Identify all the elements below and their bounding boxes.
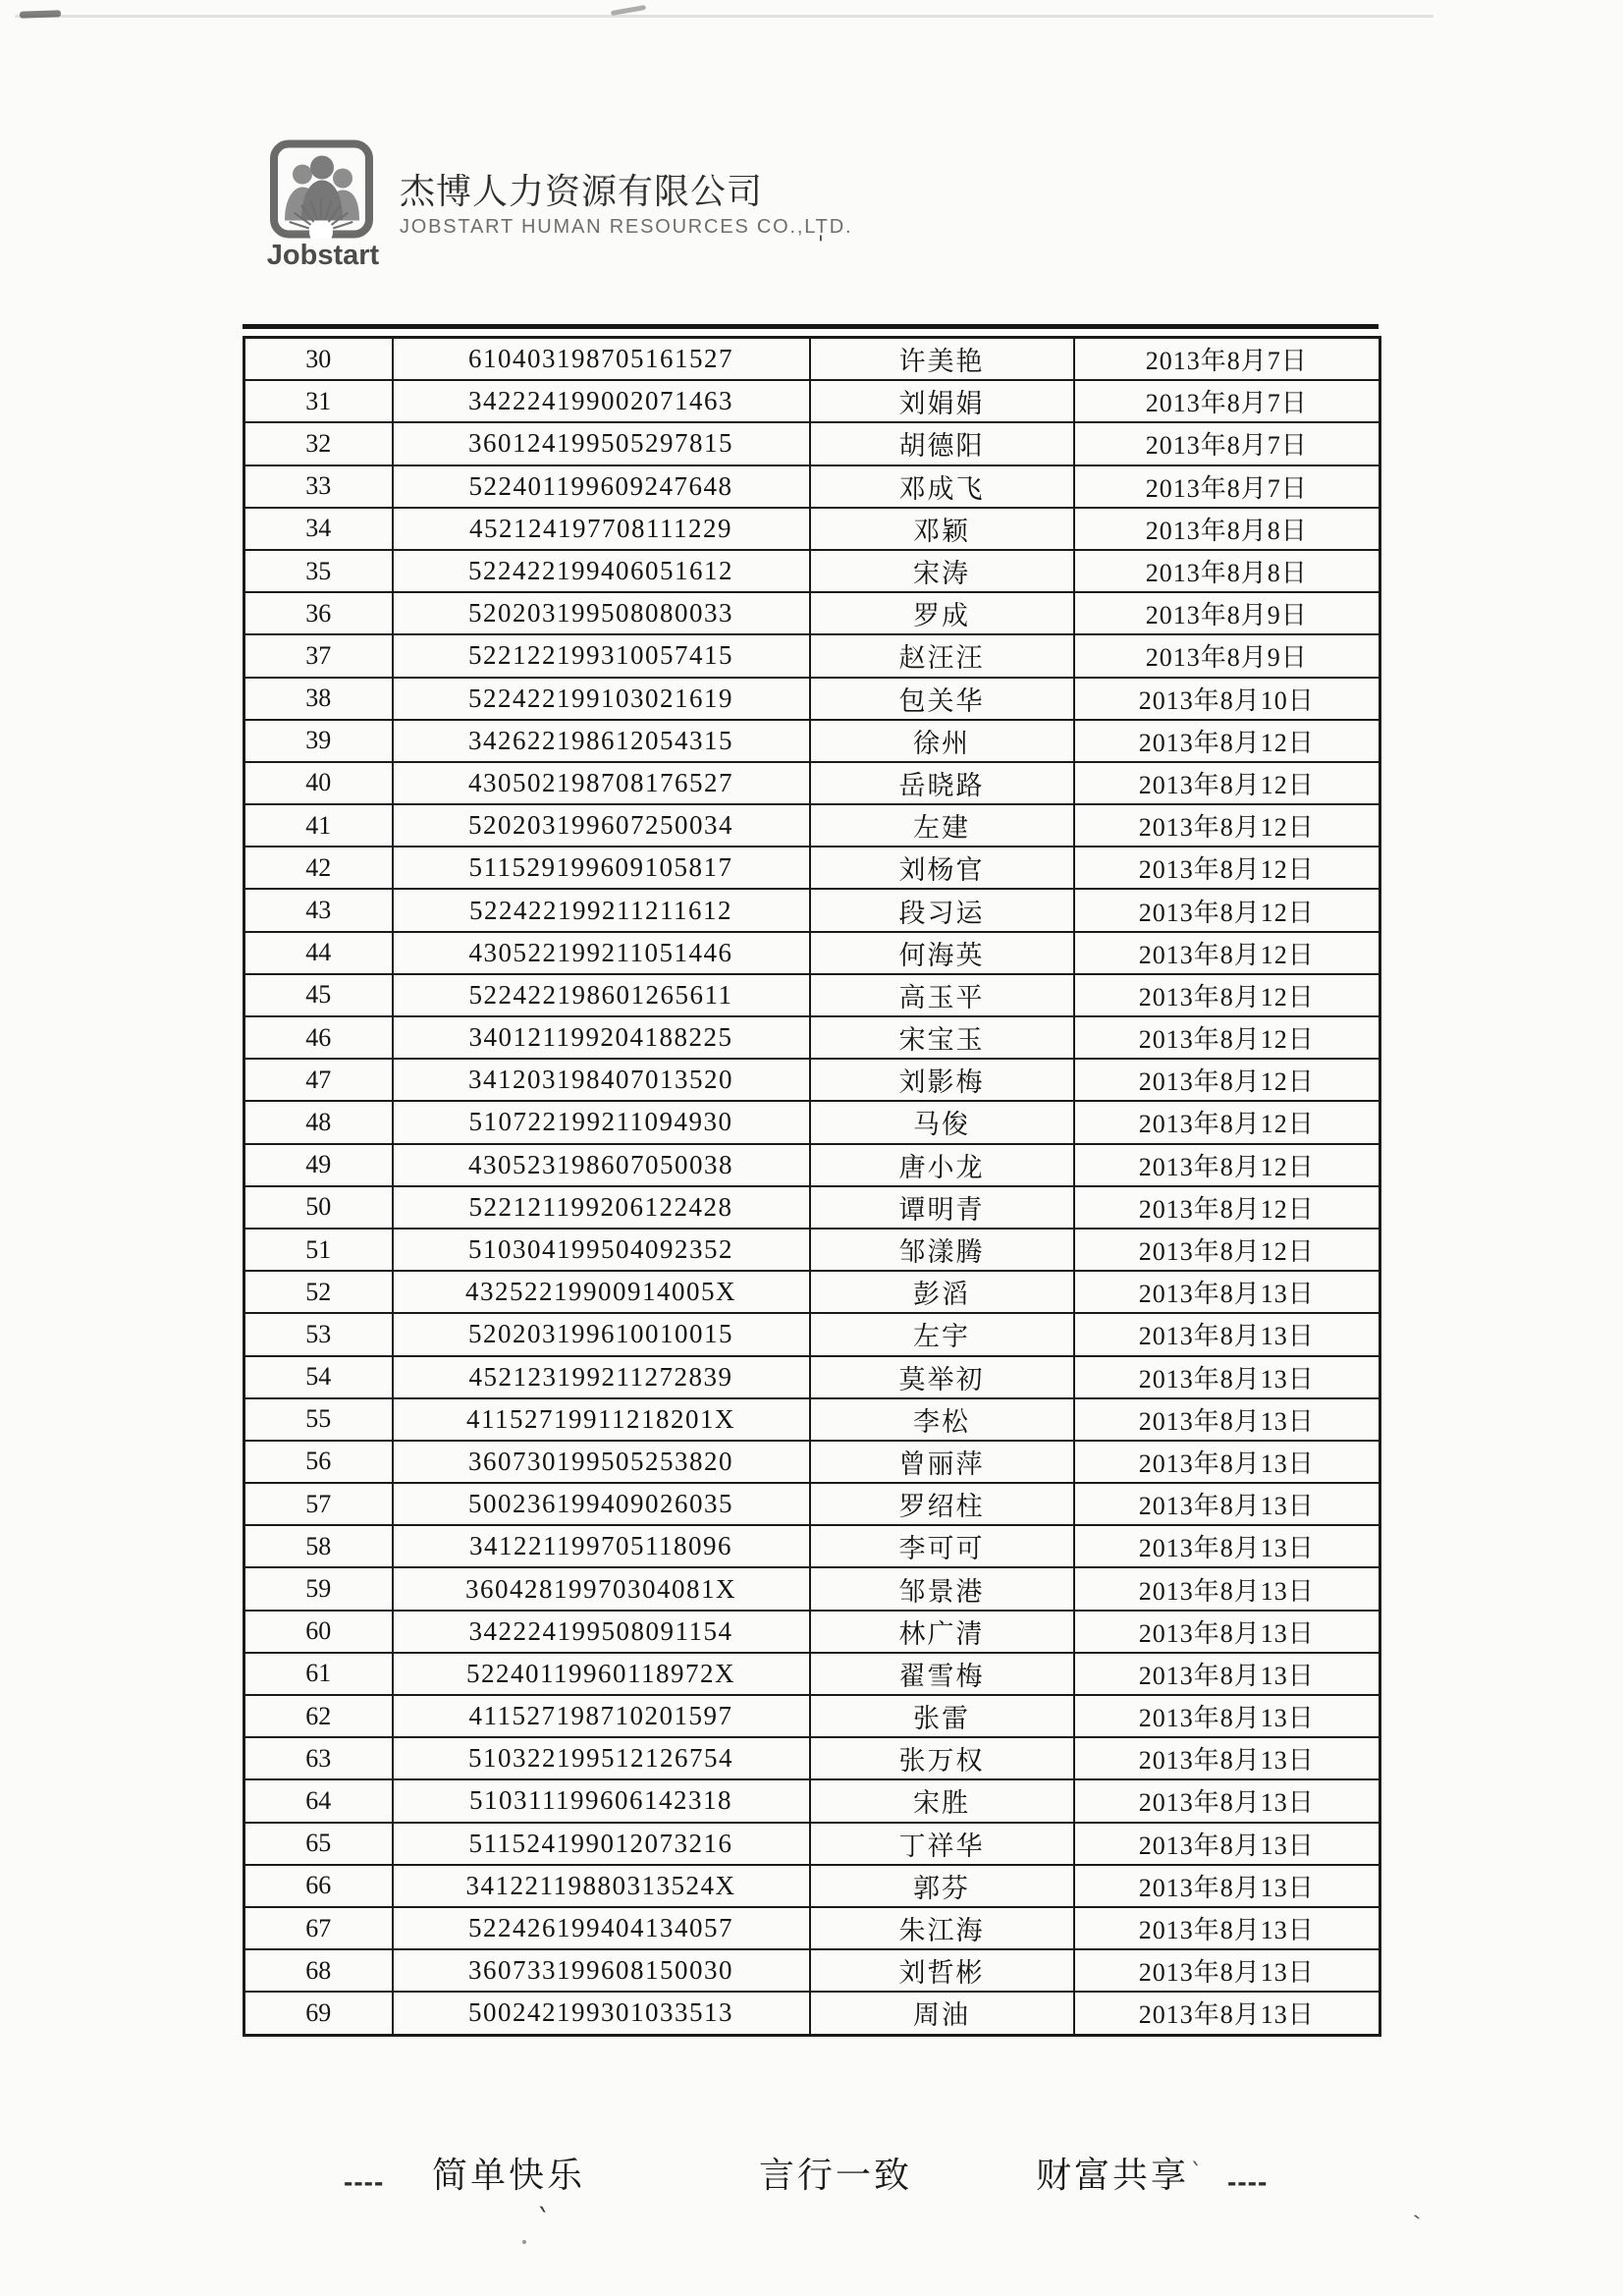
cell-date: 2013年8月13日 xyxy=(1074,1992,1380,2035)
cell-name: 邓颖 xyxy=(810,508,1074,550)
cell-date: 2013年8月7日 xyxy=(1074,465,1380,508)
table-row xyxy=(244,1611,1380,1653)
cell-no: 42 xyxy=(244,847,393,889)
cell-id-number: 341203198407013520 xyxy=(393,1059,810,1101)
cell-date: 2013年8月13日 xyxy=(1074,1653,1380,1695)
cell-no: 61 xyxy=(244,1653,393,1695)
cell-name: 左宇 xyxy=(810,1313,1074,1355)
table-row xyxy=(244,1949,1380,1992)
cell-date: 2013年8月13日 xyxy=(1074,1271,1380,1313)
cell-id-number: 430522199211051446 xyxy=(393,932,810,974)
cell-id-number: 52240119960118972X xyxy=(393,1653,810,1695)
cell-date: 2013年8月13日 xyxy=(1074,1313,1380,1355)
cell-id-number: 411527198710201597 xyxy=(393,1695,810,1737)
cell-id-number: 510322199512126754 xyxy=(393,1737,810,1779)
cell-no: 48 xyxy=(244,1101,393,1143)
cell-id-number: 510722199211094930 xyxy=(393,1101,810,1143)
cell-id-number: 43252219900914005X xyxy=(393,1271,810,1313)
cell-id-number: 510304199504092352 xyxy=(393,1229,810,1271)
cell-date: 2013年8月13日 xyxy=(1074,1737,1380,1779)
cell-name: 宋涛 xyxy=(810,550,1074,592)
cell-date: 2013年8月13日 xyxy=(1074,1567,1380,1610)
cell-date: 2013年8月13日 xyxy=(1074,1525,1380,1567)
scan-mark: ` xyxy=(1411,2211,1429,2240)
cell-id-number: 41152719911218201X xyxy=(393,1398,810,1441)
table-row xyxy=(244,847,1380,889)
cell-name: 赵汪汪 xyxy=(810,634,1074,677)
table-row xyxy=(244,1525,1380,1567)
cell-date: 2013年8月12日 xyxy=(1074,889,1380,931)
cell-no: 55 xyxy=(244,1398,393,1441)
cell-date: 2013年8月7日 xyxy=(1074,422,1380,465)
header-divider xyxy=(243,324,1379,329)
scan-mark: ' xyxy=(818,232,824,255)
cell-no: 54 xyxy=(244,1356,393,1398)
cell-name: 邹景港 xyxy=(810,1567,1074,1610)
company-name-en: JOBSTART HUMAN RESOURCES CO.,LTD. xyxy=(400,216,853,238)
cell-id-number: 34122119880313524X xyxy=(393,1865,810,1907)
cell-name: 罗绍柱 xyxy=(810,1483,1074,1525)
table-row xyxy=(244,1059,1380,1101)
cell-date: 2013年8月12日 xyxy=(1074,1186,1380,1229)
table-row xyxy=(244,1907,1380,1949)
scan-mark xyxy=(20,10,61,18)
cell-name: 宋胜 xyxy=(810,1779,1074,1822)
table-row xyxy=(244,465,1380,508)
cell-id-number: 522422199103021619 xyxy=(393,678,810,720)
cell-date: 2013年8月13日 xyxy=(1074,1611,1380,1653)
cell-id-number: 522422199211211612 xyxy=(393,889,810,931)
cell-id-number: 500236199409026035 xyxy=(393,1483,810,1525)
cell-date: 2013年8月8日 xyxy=(1074,550,1380,592)
table-row xyxy=(244,1186,1380,1229)
cell-date: 2013年8月13日 xyxy=(1074,1441,1380,1483)
cell-date: 2013年8月13日 xyxy=(1074,1865,1380,1907)
footer-slogan-1: 简单快乐 xyxy=(432,2156,586,2195)
cell-date: 2013年8月13日 xyxy=(1074,1695,1380,1737)
table-row xyxy=(244,1016,1380,1059)
cell-name: 翟雪梅 xyxy=(810,1653,1074,1695)
cell-no: 46 xyxy=(244,1016,393,1059)
cell-no: 64 xyxy=(244,1779,393,1822)
cell-no: 33 xyxy=(244,465,393,508)
cell-no: 67 xyxy=(244,1907,393,1949)
table-row xyxy=(244,550,1380,592)
cell-id-number: 430502198708176527 xyxy=(393,762,810,804)
cell-date: 2013年8月12日 xyxy=(1074,1059,1380,1101)
cell-id-number: 522426199404134057 xyxy=(393,1907,810,1949)
cell-no: 31 xyxy=(244,380,393,422)
cell-name: 何海英 xyxy=(810,932,1074,974)
cell-date: 2013年8月13日 xyxy=(1074,1823,1380,1865)
cell-date: 2013年8月13日 xyxy=(1074,1907,1380,1949)
cell-no: 41 xyxy=(244,804,393,847)
cell-no: 38 xyxy=(244,678,393,720)
cell-no: 58 xyxy=(244,1525,393,1567)
table-row xyxy=(244,1441,1380,1483)
cell-no: 69 xyxy=(244,1992,393,2035)
cell-no: 43 xyxy=(244,889,393,931)
cell-no: 40 xyxy=(244,762,393,804)
cell-date: 2013年8月9日 xyxy=(1074,634,1380,677)
table-row xyxy=(244,762,1380,804)
cell-name: 朱江海 xyxy=(810,1907,1074,1949)
cell-date: 2013年8月12日 xyxy=(1074,932,1380,974)
table-row xyxy=(244,1229,1380,1271)
cell-name: 段习运 xyxy=(810,889,1074,931)
table-row xyxy=(244,720,1380,762)
cell-id-number: 341221199705118096 xyxy=(393,1525,810,1567)
company-name-zh: 杰博人力资源有限公司 xyxy=(400,172,764,211)
table-row xyxy=(244,932,1380,974)
cell-id-number: 522121199206122428 xyxy=(393,1186,810,1229)
table-row xyxy=(244,1992,1380,2035)
cell-id-number: 360733199608150030 xyxy=(393,1949,810,1992)
cell-no: 35 xyxy=(244,550,393,592)
cell-name: 胡德阳 xyxy=(810,422,1074,465)
cell-date: 2013年8月12日 xyxy=(1074,804,1380,847)
footer-dash-right: ---- xyxy=(1227,2166,1269,2197)
cell-date: 2013年8月12日 xyxy=(1074,1016,1380,1059)
cell-date: 2013年8月12日 xyxy=(1074,762,1380,804)
cell-id-number: 522422198601265611 xyxy=(393,974,810,1016)
cell-name: 包关华 xyxy=(810,678,1074,720)
cell-no: 57 xyxy=(244,1483,393,1525)
table-row xyxy=(244,889,1380,931)
table-row xyxy=(244,804,1380,847)
cell-name: 邹漾腾 xyxy=(810,1229,1074,1271)
table-row xyxy=(244,592,1380,634)
scan-mark: ` xyxy=(532,2203,553,2239)
cell-date: 2013年8月12日 xyxy=(1074,1144,1380,1186)
cell-name: 张雷 xyxy=(810,1695,1074,1737)
cell-id-number: 36042819970304081X xyxy=(393,1567,810,1610)
cell-no: 56 xyxy=(244,1441,393,1483)
cell-id-number: 610403198705161527 xyxy=(393,338,810,381)
people-sunrise-logo-icon xyxy=(270,139,373,239)
table-row xyxy=(244,1144,1380,1186)
cell-name: 唐小龙 xyxy=(810,1144,1074,1186)
table-row xyxy=(244,508,1380,550)
cell-id-number: 500242199301033513 xyxy=(393,1992,810,2035)
cell-date: 2013年8月7日 xyxy=(1074,338,1380,381)
cell-no: 53 xyxy=(244,1313,393,1355)
scan-mark xyxy=(522,2240,526,2244)
cell-id-number: 452124197708111229 xyxy=(393,508,810,550)
cell-no: 65 xyxy=(244,1823,393,1865)
cell-id-number: 452123199211272839 xyxy=(393,1356,810,1398)
table-row xyxy=(244,1101,1380,1143)
cell-no: 36 xyxy=(244,592,393,634)
cell-id-number: 342224199002071463 xyxy=(393,380,810,422)
cell-id-number: 522422199406051612 xyxy=(393,550,810,592)
cell-name: 刘杨官 xyxy=(810,847,1074,889)
scan-mark: ` xyxy=(1189,2158,1203,2187)
cell-date: 2013年8月12日 xyxy=(1074,1101,1380,1143)
cell-no: 45 xyxy=(244,974,393,1016)
cell-no: 49 xyxy=(244,1144,393,1186)
cell-id-number: 510311199606142318 xyxy=(393,1779,810,1822)
cell-no: 62 xyxy=(244,1695,393,1737)
table-row xyxy=(244,1483,1380,1525)
cell-no: 68 xyxy=(244,1949,393,1992)
footer-slogan-3: 财富共享 xyxy=(1036,2156,1190,2195)
cell-id-number: 360730199505253820 xyxy=(393,1441,810,1483)
cell-no: 63 xyxy=(244,1737,393,1779)
cell-name: 张万权 xyxy=(810,1737,1074,1779)
footer-dash-left: ---- xyxy=(344,2166,385,2197)
table-row xyxy=(244,678,1380,720)
cell-no: 30 xyxy=(244,338,393,381)
cell-id-number: 360124199505297815 xyxy=(393,422,810,465)
roster-table-body xyxy=(244,338,1380,2036)
cell-name: 李可可 xyxy=(810,1525,1074,1567)
roster-table xyxy=(243,336,1381,2037)
table-row xyxy=(244,380,1380,422)
cell-id-number: 522122199310057415 xyxy=(393,634,810,677)
cell-id-number: 511524199012073216 xyxy=(393,1823,810,1865)
cell-id-number: 520203199610010015 xyxy=(393,1313,810,1355)
cell-date: 2013年8月12日 xyxy=(1074,1229,1380,1271)
table-row xyxy=(244,1823,1380,1865)
cell-name: 彭滔 xyxy=(810,1271,1074,1313)
cell-name: 刘哲彬 xyxy=(810,1949,1074,1992)
table-row xyxy=(244,1779,1380,1822)
cell-id-number: 430523198607050038 xyxy=(393,1144,810,1186)
table-row xyxy=(244,422,1380,465)
table-row xyxy=(244,1271,1380,1313)
table-row xyxy=(244,974,1380,1016)
table-row xyxy=(244,634,1380,677)
cell-name: 罗成 xyxy=(810,592,1074,634)
cell-date: 2013年8月9日 xyxy=(1074,592,1380,634)
table-row xyxy=(244,1865,1380,1907)
cell-no: 59 xyxy=(244,1567,393,1610)
cell-name: 莫举初 xyxy=(810,1356,1074,1398)
cell-name: 徐州 xyxy=(810,720,1074,762)
cell-id-number: 342224199508091154 xyxy=(393,1611,810,1653)
cell-name: 岳晓路 xyxy=(810,762,1074,804)
table-row xyxy=(244,1567,1380,1610)
cell-id-number: 340121199204188225 xyxy=(393,1016,810,1059)
cell-date: 2013年8月13日 xyxy=(1074,1398,1380,1441)
cell-date: 2013年8月13日 xyxy=(1074,1779,1380,1822)
cell-no: 47 xyxy=(244,1059,393,1101)
cell-no: 39 xyxy=(244,720,393,762)
cell-date: 2013年8月13日 xyxy=(1074,1949,1380,1992)
table-row xyxy=(244,1695,1380,1737)
cell-no: 32 xyxy=(244,422,393,465)
footer-slogan-2: 言行一致 xyxy=(759,2156,913,2195)
cell-no: 66 xyxy=(244,1865,393,1907)
cell-no: 51 xyxy=(244,1229,393,1271)
cell-name: 宋宝玉 xyxy=(810,1016,1074,1059)
cell-id-number: 520203199607250034 xyxy=(393,804,810,847)
cell-date: 2013年8月12日 xyxy=(1074,847,1380,889)
cell-date: 2013年8月13日 xyxy=(1074,1356,1380,1398)
cell-name: 谭明青 xyxy=(810,1186,1074,1229)
cell-name: 周油 xyxy=(810,1992,1074,2035)
cell-date: 2013年8月8日 xyxy=(1074,508,1380,550)
cell-name: 曾丽萍 xyxy=(810,1441,1074,1483)
table-row xyxy=(244,1737,1380,1779)
cell-name: 丁祥华 xyxy=(810,1823,1074,1865)
cell-no: 34 xyxy=(244,508,393,550)
cell-name: 刘影梅 xyxy=(810,1059,1074,1101)
cell-date: 2013年8月10日 xyxy=(1074,678,1380,720)
cell-name: 马俊 xyxy=(810,1101,1074,1143)
cell-name: 高玉平 xyxy=(810,974,1074,1016)
cell-name: 许美艳 xyxy=(810,338,1074,381)
brand-wordmark: Jobstart xyxy=(266,240,380,271)
cell-name: 邓成飞 xyxy=(810,465,1074,508)
jobstart-logo xyxy=(270,139,373,239)
cell-no: 60 xyxy=(244,1611,393,1653)
cell-no: 52 xyxy=(244,1271,393,1313)
cell-no: 50 xyxy=(244,1186,393,1229)
cell-id-number: 522401199609247648 xyxy=(393,465,810,508)
table-row xyxy=(244,1313,1380,1355)
table-row xyxy=(244,1356,1380,1398)
cell-name: 郭芬 xyxy=(810,1865,1074,1907)
cell-date: 2013年8月12日 xyxy=(1074,974,1380,1016)
table-row xyxy=(244,1653,1380,1695)
scan-streak xyxy=(15,15,1434,18)
cell-name: 李松 xyxy=(810,1398,1074,1441)
cell-no: 37 xyxy=(244,634,393,677)
cell-id-number: 342622198612054315 xyxy=(393,720,810,762)
cell-name: 刘娟娟 xyxy=(810,380,1074,422)
cell-date: 2013年8月12日 xyxy=(1074,720,1380,762)
table-row xyxy=(244,1398,1380,1441)
cell-name: 左建 xyxy=(810,804,1074,847)
cell-date: 2013年8月13日 xyxy=(1074,1483,1380,1525)
cell-no: 44 xyxy=(244,932,393,974)
cell-date: 2013年8月7日 xyxy=(1074,380,1380,422)
cell-id-number: 520203199508080033 xyxy=(393,592,810,634)
cell-name: 林广清 xyxy=(810,1611,1074,1653)
table-row xyxy=(244,338,1380,381)
cell-id-number: 511529199609105817 xyxy=(393,847,810,889)
